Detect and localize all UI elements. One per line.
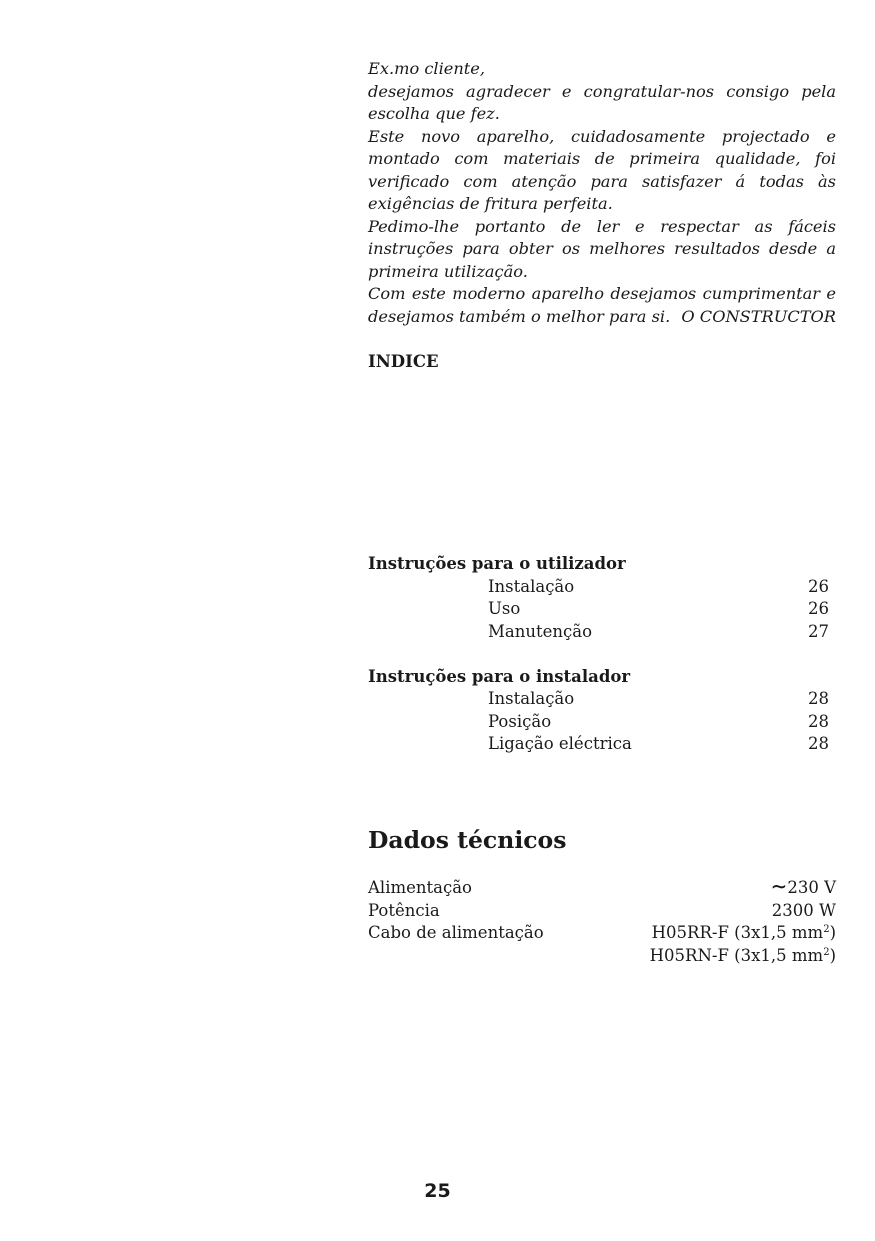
supply-voltage: 230 V: [787, 878, 836, 897]
intro-paragraph: desejamos agradecer e congratular-nos consigo pela escolha que fez.: [368, 81, 836, 123]
salutation: Ex.mo cliente,: [368, 59, 485, 78]
toc-entry-label: Instalação: [488, 689, 575, 708]
tech-data-table: [368, 874, 836, 967]
tech-label: Alimentação: [368, 878, 472, 897]
cable-types: [650, 922, 836, 967]
toc-entry: [368, 598, 829, 621]
tech-value: 2300 W: [771, 900, 836, 920]
intro-paragraph: Com este moderno aparelho desejamos cumprimentar e desejamos também o melhor para si.: [368, 284, 836, 326]
index-title: INDICE: [368, 352, 439, 371]
intro-paragraph: Pedimo-lhe portanto de ler e respectar as fáceis instruções para obter os melhores resultados desde a primeira utilização.: [368, 216, 836, 281]
tech-row-supply: [368, 874, 836, 900]
toc-section-user: [368, 553, 829, 643]
toc-entry-page: 27: [808, 621, 829, 641]
toc-entry: [368, 576, 829, 599]
toc-entry-page: 26: [808, 576, 829, 596]
toc-entry-label: Manutenção: [488, 621, 593, 641]
toc-heading: Instruções para o utilizador: [368, 554, 626, 573]
intro-paragraph: Este novo aparelho, cuidadosamente projectado e montado com materiais de primeira qualidade, foi verificado com atenção para satisfazer á todas às exigências de fritura perfeita.: [368, 126, 836, 213]
table-of-contents: [368, 553, 829, 778]
tech-row-power: [368, 900, 836, 923]
toc-entry-page: 26: [808, 599, 829, 618]
toc-entry: [368, 733, 829, 756]
toc-entry-label: Uso: [488, 599, 521, 618]
tech-value: [770, 874, 836, 900]
toc-entry-label: Instalação: [488, 576, 575, 596]
cable-suffix: ): [829, 945, 836, 965]
alternating-current-symbol: ∼: [770, 874, 788, 898]
cable-type: [650, 945, 836, 968]
toc-entry-page: 28: [808, 734, 829, 753]
cable-type-text: H05RR-F (3x1,5 mm: [651, 923, 824, 942]
toc-entry-label: Ligação eléctrica: [488, 734, 632, 753]
toc-entry-label: Posição: [488, 711, 552, 731]
intro-letter: [368, 58, 836, 328]
toc-entry: [368, 621, 829, 644]
cable-exponent: 2: [823, 946, 830, 958]
toc-entry: [368, 711, 829, 734]
signature: O CONSTRUCTOR: [681, 307, 836, 326]
toc-entry-page: 28: [808, 711, 829, 731]
cable-type-text: H05RN-F (3x1,5 mm: [649, 945, 824, 965]
page-number: 25: [424, 1180, 451, 1202]
cable-type: [650, 922, 836, 945]
toc-section-installer: [368, 666, 829, 756]
toc-heading: Instruções para o instalador: [368, 666, 631, 686]
cable-exponent: 2: [823, 924, 830, 935]
tech-label: Cabo de alimentação: [368, 923, 544, 942]
tech-row-cable: [368, 922, 836, 967]
tech-data-title: Dados técnicos: [368, 826, 567, 854]
toc-entry: [368, 688, 829, 711]
cable-suffix: ): [829, 923, 836, 942]
tech-label: Potência: [368, 900, 440, 920]
toc-entry-page: 28: [808, 689, 829, 708]
